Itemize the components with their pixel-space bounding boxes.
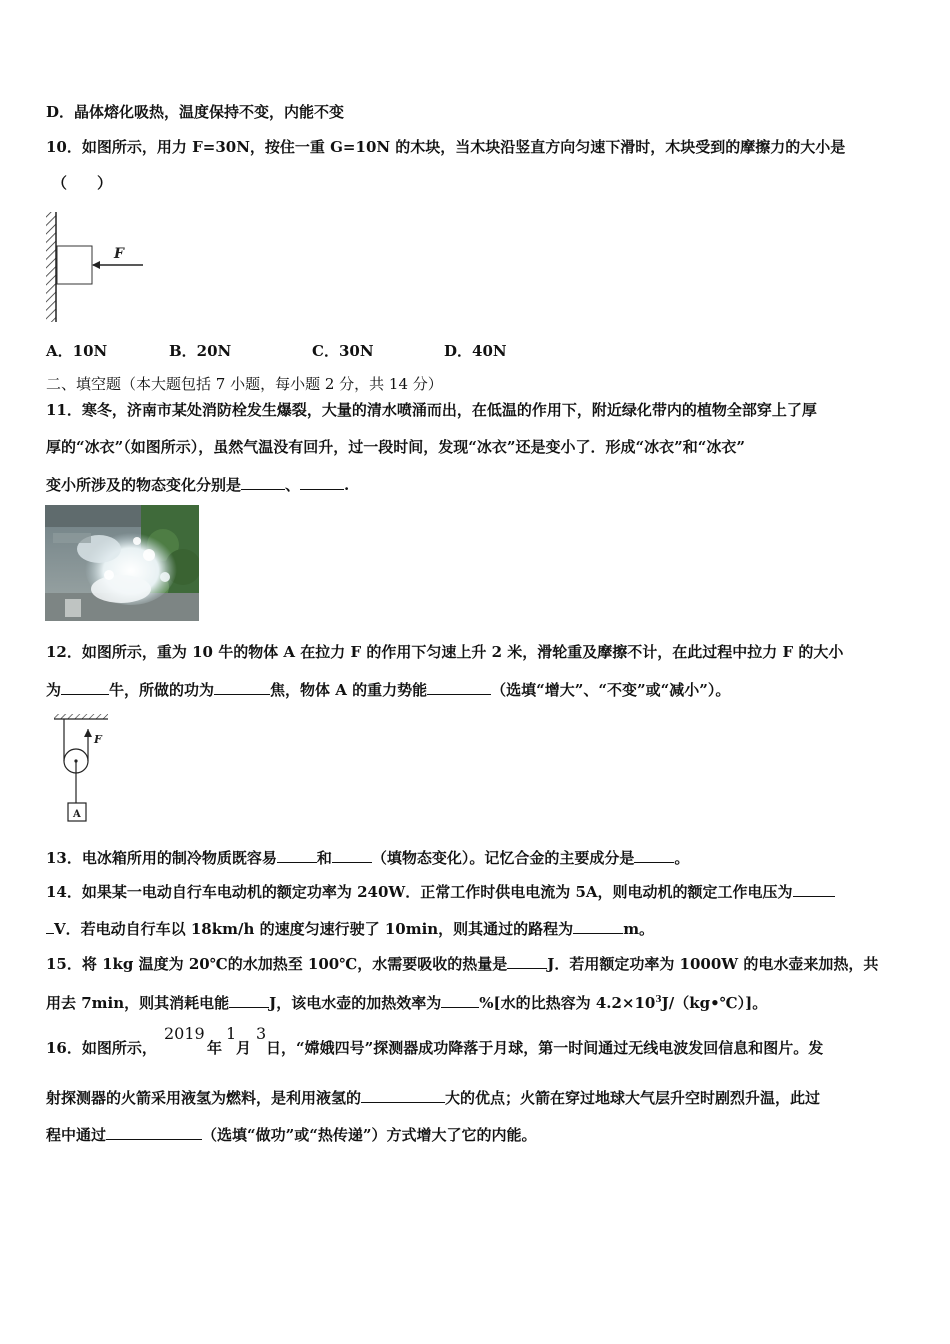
q10-option-a: A．10N <box>46 342 108 360</box>
q15-line1-text-b: J．若用额定功率为 1000W 的电水壶来加热，共 <box>547 955 879 973</box>
wall-hatch <box>46 212 56 322</box>
q11-line1: 11．寒冬，济南市某处消防栓发生爆裂，大量的清水喷涌而出，在低温的作用下，附近绿化带内的植物全部穿上了厚 <box>46 401 817 419</box>
q16-line2-text-b: 大的优点；火箭在穿过地球大气层升空时剧烈升温，此过 <box>445 1089 821 1107</box>
q16-year-char: 年 <box>207 1039 223 1057</box>
q15-blank-efficiency[interactable] <box>441 993 479 1008</box>
q11-photo-ice-coat <box>45 505 199 621</box>
q12-figure-force-label: F <box>94 733 102 746</box>
q14-line2-text-a: V．若电动自行车以 18km/h 的速度匀速行驶了 10min，则其通过的路程为 <box>54 920 574 938</box>
q12-line2-text-c: 焦，物体 A 的重力势能 <box>270 681 428 699</box>
q12-pulley-figure <box>52 713 116 825</box>
q12-line2-text-a: 为 <box>46 681 62 699</box>
q14-blank-voltage-a[interactable] <box>793 882 835 897</box>
q14-blank-voltage-b[interactable] <box>46 919 54 934</box>
q14-line2-text-b: m。 <box>623 920 655 938</box>
q14-blank-distance[interactable] <box>573 919 623 934</box>
q13-text-d: 。 <box>674 849 690 867</box>
q11-line3-text-b: 、 <box>285 476 301 494</box>
q14-line1 <box>46 882 835 902</box>
q16-day: 3 <box>256 1024 267 1043</box>
q16-line3-text-b: （选填“做功”或“热传递”）方式增大了它的内能。 <box>202 1126 537 1144</box>
q15-blank-heat[interactable] <box>507 954 547 969</box>
q15-blank-energy[interactable] <box>229 993 269 1008</box>
q12-line2-text-d: （选填“增大”、“不变”或“减小”）。 <box>491 681 731 699</box>
q13-blank-1[interactable] <box>277 848 317 863</box>
q11-line3-text-c: . <box>344 476 350 494</box>
q10-option-c: C．30N <box>312 342 374 360</box>
q12-blank-force[interactable] <box>61 680 109 695</box>
q12-line1: 12．如图所示，重为 10 牛的物体 A 在拉力 F 的作用下匀速上升 2 米，滑轮重及摩擦不计，在此过程中拉力 F 的大小 <box>46 643 844 661</box>
q14-line2 <box>46 919 654 939</box>
q12-figure-block-label: A <box>73 809 81 820</box>
q12-blank-potential-energy[interactable] <box>427 680 491 695</box>
q16-year: 2019 <box>164 1024 205 1043</box>
q10-figure <box>44 210 148 324</box>
q13-line <box>46 848 689 868</box>
q16-blank-property[interactable] <box>361 1088 445 1103</box>
q15-line2-text-d: J/（kg•℃）]。 <box>661 994 768 1012</box>
q16-month-char: 月 <box>236 1039 252 1057</box>
q13-text-a: 13．电冰箱所用的制冷物质既容易 <box>46 849 277 867</box>
q16-line3-text-a: 程中通过 <box>46 1126 107 1144</box>
q13-text-b: 和 <box>316 849 332 867</box>
q11-line3 <box>46 475 349 495</box>
q16-line2 <box>46 1088 820 1108</box>
q11-blank-2[interactable] <box>300 475 344 490</box>
wood-block <box>57 246 92 284</box>
q16-line2-text-a: 射探测器的火箭采用液氢为燃料，是利用液氢的 <box>46 1089 362 1107</box>
q15-line2-text-a: 用去 7min，则其消耗电能 <box>46 994 230 1012</box>
q15-line1-text-a: 15．将 1kg 温度为 20℃的水加热至 100℃，水需要吸收的热量是 <box>46 955 508 973</box>
q13-blank-2[interactable] <box>332 848 372 863</box>
q12-line2-text-b: 牛，所做的功为 <box>109 681 215 699</box>
q14-line1-text: 14．如果某一电动自行车电动机的额定功率为 240W．正常工作时供电电流为 5A，则电动机的额定工作电压为 <box>46 883 793 901</box>
q10-figure-force-label: F <box>114 246 124 262</box>
q16-line1-b: 日，“嫦娥四号”探测器成功降落于月球，第一时间通过无线电波发回信息和图片。发 <box>266 1039 824 1057</box>
q16-line1-a: 16．如图所示， <box>46 1039 157 1057</box>
q10-stem-line2: （ ） <box>52 174 113 192</box>
q15-line2-text-c: %[水的比热容为 4.2×10 <box>479 994 656 1012</box>
q10-option-d: D．40N <box>444 342 507 360</box>
q16-blank-method[interactable] <box>106 1125 202 1140</box>
section2-title: 二、填空题（本大题包括 7 小题，每小题 2 分，共 14 分） <box>46 375 443 393</box>
q11-line3-text-a: 变小所涉及的物态变化分别是 <box>46 476 242 494</box>
pull-arrowhead <box>84 729 92 737</box>
q16-month: 1 <box>226 1024 237 1043</box>
q10-stem-line1: 10．如图所示，用力 F=30N，按住一重 G=10N 的木块，当木块沿竖直方向匀速下滑时，木块受到的摩擦力的大小是 <box>46 138 846 156</box>
q15-exponent: 3 <box>655 995 662 1005</box>
q15-line2-text-b: J，该电水壶的加热效率为 <box>269 994 442 1012</box>
q15-line2 <box>46 990 767 1013</box>
q12-blank-work[interactable] <box>214 680 270 695</box>
ceiling-hatch <box>54 714 108 719</box>
q12-line2 <box>46 680 730 700</box>
force-arrowhead <box>92 261 100 269</box>
q15-line1 <box>46 954 878 974</box>
q11-blank-1[interactable] <box>241 475 285 490</box>
q16-line3 <box>46 1125 537 1145</box>
q13-text-c: （填物态变化）。记忆合金的主要成分是 <box>371 849 635 867</box>
q10-option-b: B．20N <box>169 342 232 360</box>
q11-line2: 厚的“冰衣”（如图所示），虽然气温没有回升，过一段时间，发现“冰衣”还是变小了．形成“冰衣”和“冰衣” <box>46 438 746 456</box>
q13-blank-3[interactable] <box>634 848 674 863</box>
q9-option-d: D．晶体熔化吸热，温度保持不变，内能不变 <box>46 103 345 121</box>
